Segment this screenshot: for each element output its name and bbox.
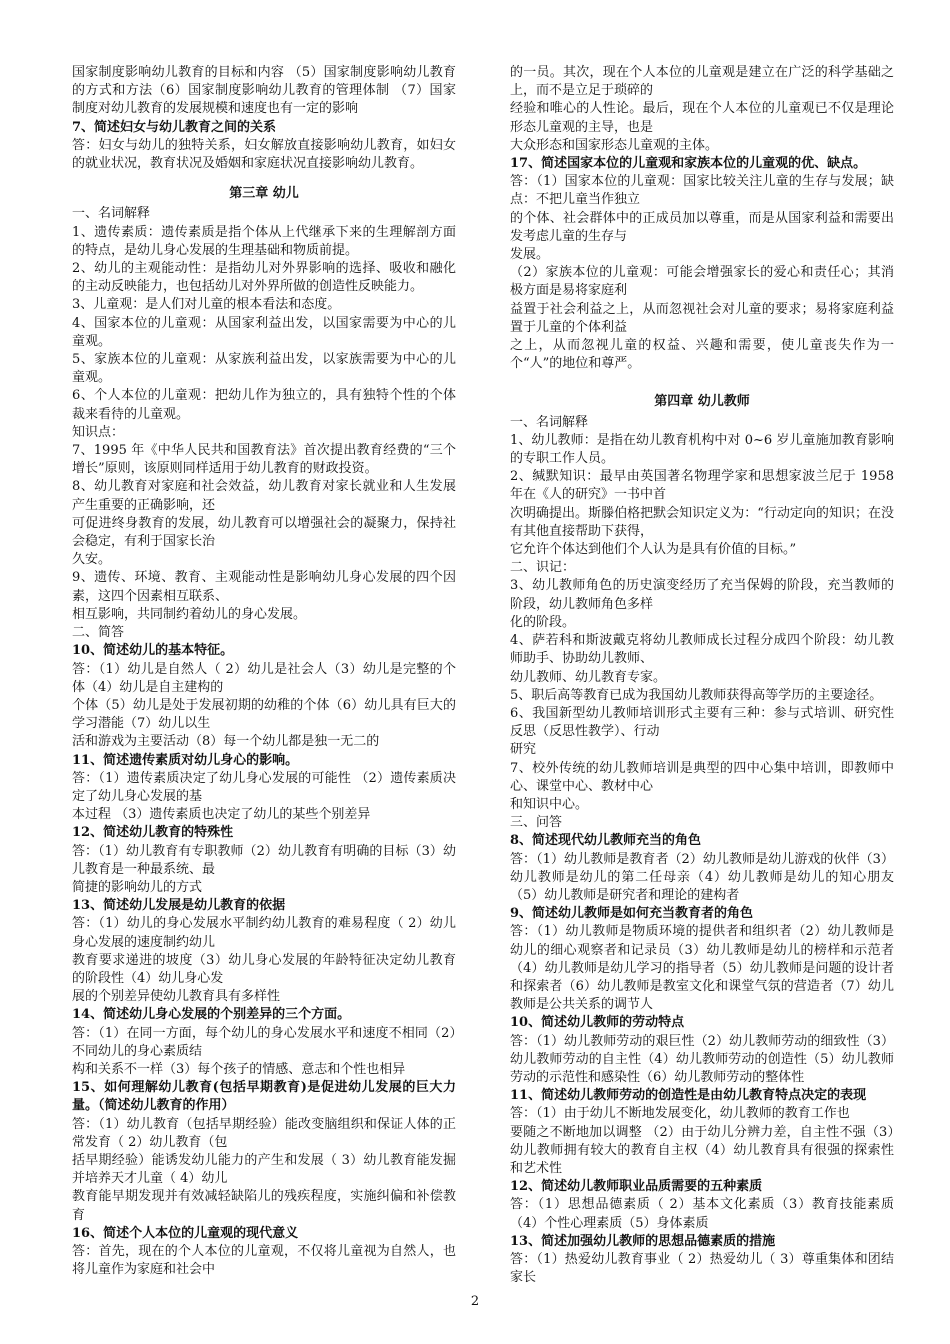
left-paragraph: 久安。 (72, 552, 112, 568)
right-column (510, 64, 894, 1287)
left-paragraph: 5、家族本位的儿童观：从家族利益出发，以家族需要为中心的儿童观。 (72, 352, 456, 386)
right-paragraph: 发展。 (510, 247, 550, 263)
right-paragraph: 经验和唯心的人性论。最后，现在个人本位的儿童观已不仅是理论形态儿童观的主导，也是 (510, 101, 894, 135)
right-paragraph: 大众形态和国家形态儿童观的主体。 (510, 137, 719, 153)
question-heading: 12、简述幼儿教师职业品质需要的五种素质 (510, 1179, 763, 1195)
question-heading: 10、简述幼儿教师的劳动特点 (510, 1015, 685, 1031)
right-paragraph: 研究 (510, 742, 537, 758)
question-heading: 12、简述幼儿教育的特殊性 (72, 825, 234, 841)
left-paragraph: 国家制度影响幼儿教育的目标和内容 （5）国家制度影响幼儿教育的方式和方法（6）国家制度影响幼儿教育的管理体制 （7）国家制度对幼儿教育的发展规模和速度也有一定的影响 (72, 65, 456, 117)
right-paragraph: 次明确提出。斯滕伯格把默会知识定义为：“行动定向的知识；在没有其他直接帮助下获得， (510, 505, 894, 539)
left-paragraph: 答：（1）在同一方面，每个幼儿的身心发展水平和速度不相同（2）不同幼儿的身心素质结 (72, 1025, 456, 1059)
left-paragraph: 答：（1）遗传素质决定了幼儿身心发展的可能性 （2）遗传素质决定了幼儿身心发展的基 (72, 770, 456, 804)
left-paragraph: 展的个别差异使幼儿教育具有多样性 (72, 989, 281, 1005)
left-paragraph: 简捷的影响幼儿的方式 (72, 879, 203, 895)
right-paragraph: 6、我国新型幼儿教师培训形式主要有三种：参与式培训、研究性反思（反思性教学）、行动 (510, 705, 894, 740)
left-paragraph: 7、1995 年《中华人民共和国教育法》首次提出教育经费的“三个增长”原则，该原则同样适用于幼儿教育的财政投资。 (72, 443, 456, 477)
right-paragraph: 和知识中心。 (510, 796, 589, 812)
right-paragraph: 3、幼儿教师角色的历史演变经历了充当保姆的阶段，充当教师的阶段，幼儿教师角色多样 (510, 578, 894, 612)
right-paragraph: 答：（1）幼儿教师是教育者（2）幼儿教师是幼儿游戏的伙伴（3）幼儿教师是幼儿的第二任母亲（4）幼儿教师是幼儿的知心朋友（5）幼儿教师是研究者和理论的建构者 (510, 851, 894, 903)
left-paragraph: 答：妇女与幼儿的独特关系，妇女解放直接影响幼儿教育，如妇女的就业状况，教育状况及婚姻和家庭状况直接影响幼儿教育。 (72, 137, 456, 172)
left-paragraph: 2、幼儿的主观能动性：是指幼儿对外界影响的选择、吸收和融化的主动反映能力，也包括幼儿对外界所做的创造性反映能力。 (72, 261, 456, 295)
right-paragraph: 5、职后高等教育已成为我国幼儿教师获得高等学历的主要途径。 (510, 687, 883, 703)
question-heading: 11、简述遗传素质对幼儿身心的影响。 (72, 752, 299, 768)
right-paragraph: 答：（1）国家本位的儿童观：国家比较关注儿童的生存与发展；缺点：不把儿童当作独立 (510, 174, 894, 208)
question-heading: 8、简述现代幼儿教师充当的角色 (510, 833, 702, 849)
right-paragraph: 化的阶段。 (510, 614, 576, 630)
page-number: 2 (470, 1294, 480, 1309)
left-column (72, 64, 456, 1279)
question-heading: 10、简述幼儿的基本特征。 (72, 643, 234, 659)
right-paragraph: 二、识记： (510, 560, 576, 576)
question-heading: 17、简述国家本位的儿童观和家族本位的儿童观的优、缺点。 (510, 156, 867, 172)
right-paragraph: 三、问答 (510, 815, 563, 831)
right-paragraph: 它允许个体达到他们个人认为是具有价值的目标。” (510, 542, 797, 558)
left-paragraph: 教育要求递进的坡度（3）幼儿身心发展的年龄特征决定幼儿教育的阶段性（4）幼儿身心发 (72, 952, 456, 986)
question-heading: 14、简述幼儿身心发展的个别差异的三个方面。 (72, 1007, 351, 1023)
left-paragraph: 括早期经验）能诱发幼儿能力的产生和发展（ 3）幼儿教育能发掘并培养天才儿童（ 4）幼儿 (72, 1152, 456, 1187)
chapter-heading: 第三章 幼儿 (229, 186, 299, 202)
question-heading: 9、简述幼儿教师是如何充当教育者的角色 (510, 906, 754, 922)
question-heading: 15、如何理解幼儿教育(包括早期教育)是促进幼儿发展的巨大力量。（简述幼儿教育的作用） (72, 1080, 456, 1114)
right-paragraph: 1、幼儿教师：是指在幼儿教育机构中对 0~6 岁儿童施加教育影响的专职工作人员。 (510, 432, 894, 467)
question-heading: 16、简述个人本位的儿童观的现代意义 (72, 1225, 299, 1241)
left-paragraph: 教育能早期发现并有效减轻缺陷儿的残疾程度，实施纠偏和补偿教育 (72, 1189, 456, 1223)
right-paragraph: 答：（1）幼儿教师是物质环境的提供者和组织者（2）幼儿教师是幼儿的细心观察者和记录员（3）幼儿教师是幼儿的榜样和示范者（4）幼儿教师是幼儿学习的指导者（5）幼儿教师是问题的设计者和探索者（6）幼儿教师是教室文化和课堂气氛的营造者（7）幼儿教师是公共关系的调节人 (510, 924, 894, 1013)
left-paragraph: 8、幼儿教育对家庭和社会效益，幼儿教育对家长就业和人生发展产生重要的正确影响，还 (72, 479, 456, 513)
right-paragraph: 7、校外传统的幼儿教师培训是典型的四中心集中培训，即教师中心、课堂中心、教材中心 (510, 760, 894, 794)
left-paragraph: 答：首先，现在的个人本位的儿童观，不仅将儿童视为自然人，也将儿童作为家庭和社会中 (72, 1244, 456, 1278)
left-paragraph: 1、遗传素质：遗传素质是指个体从上代继承下来的生理解剖方面的特点，是幼儿身心发展的生理基础和物质前提。 (72, 224, 456, 258)
left-paragraph: 构和关系不一样（3）每个孩子的情感、意志和个性也相异 (72, 1061, 406, 1077)
right-paragraph: 4、萨若科和斯波戴克将幼儿教师成长过程分成四个阶段：幼儿教师助手、协助幼儿教师、 (510, 633, 894, 667)
left-paragraph: 4、国家本位的儿童观：从国家利益出发，以国家需要为中心的儿童观。 (72, 315, 456, 349)
left-paragraph: 答：（1）幼儿教育有专职教师（2）幼儿教育有明确的目标（3）幼儿教育是一种最系统、最 (72, 843, 456, 877)
right-paragraph: 益置于社会利益之上，从而忽视社会对儿童的要求；易将家庭利益置于儿童的个体利益 (510, 301, 894, 335)
right-paragraph: （2）家族本位的儿童观：可能会增强家长的爱心和责任心；其消极方面是易将家庭利 (510, 265, 894, 299)
left-paragraph: 答：（1）幼儿教育（包括早期经验）能改变脑组织和保证人体的正常发育（ 2）幼儿教育（包 (72, 1116, 456, 1150)
left-paragraph: 二、简答 (72, 625, 125, 641)
right-paragraph: 之上，从而忽视儿童的权益、兴趣和需要，使儿童丧失作为一个“人”的地位和尊严。 (510, 338, 894, 372)
left-paragraph: 9、遗传、环境、教育、主观能动性是影响幼儿身心发展的四个因素，这四个因素相互联系、 (72, 570, 456, 604)
left-paragraph: 知识点： (72, 424, 125, 440)
right-paragraph: 答：（1）思想品德素质（ 2）基本文化素质（3）教育技能素质（4）个性心理素质（5）身体素质 (510, 1197, 894, 1231)
left-paragraph: 3、儿童观：是人们对儿童的根本看法和态度。 (72, 297, 341, 313)
right-paragraph: 答：（1）幼儿教师劳动的艰巨性（2）幼儿教师劳动的细致性（3）幼儿教师劳动的自主性（4）幼儿教师劳动的创造性（5）幼儿教师劳动的示范性和感染性（6）幼儿教师劳动的整体性 (510, 1033, 894, 1085)
left-paragraph: 活和游戏为主要活动（8）每一个幼儿都是独一无二的 (72, 734, 380, 750)
left-paragraph: 个体（5）幼儿是处于发展初期的幼稚的个体（6）幼儿具有巨大的学习潜能（7）幼儿以生 (72, 697, 456, 732)
right-paragraph: 答：（1）热爱幼儿教育事业（ 2）热爱幼儿（ 3）尊重集体和团结家长 (510, 1252, 894, 1286)
left-paragraph: 本过程 （3）遗传素质也决定了幼儿的某些个别差异 (72, 807, 371, 823)
right-paragraph: 幼儿教师、幼儿教育专家。 (510, 669, 667, 685)
left-paragraph: 可促进终身教育的发展，幼儿教育可以增强社会的凝聚力，保持社会稳定，有利于国家长治 (72, 515, 456, 550)
question-heading: 13、简述幼儿发展是幼儿教育的依据 (72, 898, 286, 914)
left-paragraph: 6、个人本位的儿童观：把幼儿作为独立的，具有独特个性的个体裁来看待的儿童观。 (72, 388, 456, 422)
left-paragraph: 答：（1）幼儿是自然人（ 2）幼儿是社会人（3）幼儿是完整的个体（4）幼儿是自主建构的 (72, 661, 456, 695)
chapter-heading: 第四章 幼儿教师 (654, 394, 750, 410)
left-paragraph: 一、名词解释 (72, 206, 151, 222)
right-paragraph: 一、名词解释 (510, 414, 589, 430)
question-heading: 11、简述幼儿教师劳动的创造性是由幼儿教育特点决定的表现 (510, 1088, 867, 1104)
right-paragraph: 答：（1）由于幼儿不断地发展变化，幼儿教师的教育工作也 (510, 1106, 850, 1122)
right-paragraph: 的一员。其次，现在个人本位的儿童观是建立在广泛的科学基础之上，而不是立足于琐碎的 (510, 65, 894, 99)
question-heading: 13、简述加强幼儿教师的思想品德素质的措施 (510, 1233, 776, 1249)
right-paragraph: 的个体、社会群体中的正成员加以尊重，而是从国家利益和需要出发考虑儿童的生存与 (510, 210, 894, 244)
right-paragraph: 2、缄默知识：最早由英国著名物理学家和思想家波兰尼于 1958 年在《人的研究》一书中首 (510, 469, 894, 503)
question-heading: 7、简述妇女与幼儿教育之间的关系 (72, 119, 277, 135)
right-paragraph: 要随之不断地加以调整 （2）由于幼儿分辨力差，自主性不强（3）幼儿教师拥有较大的教育自主权（4）幼儿教育具有很强的探索性和艺术性 (510, 1124, 894, 1176)
left-paragraph: 答：（1）幼儿的身心发展水平制约幼儿教育的难易程度（ 2）幼儿身心发展的速度制约幼儿 (72, 916, 456, 950)
left-paragraph: 相互影响，共同制约着幼儿的身心发展。 (72, 606, 307, 622)
